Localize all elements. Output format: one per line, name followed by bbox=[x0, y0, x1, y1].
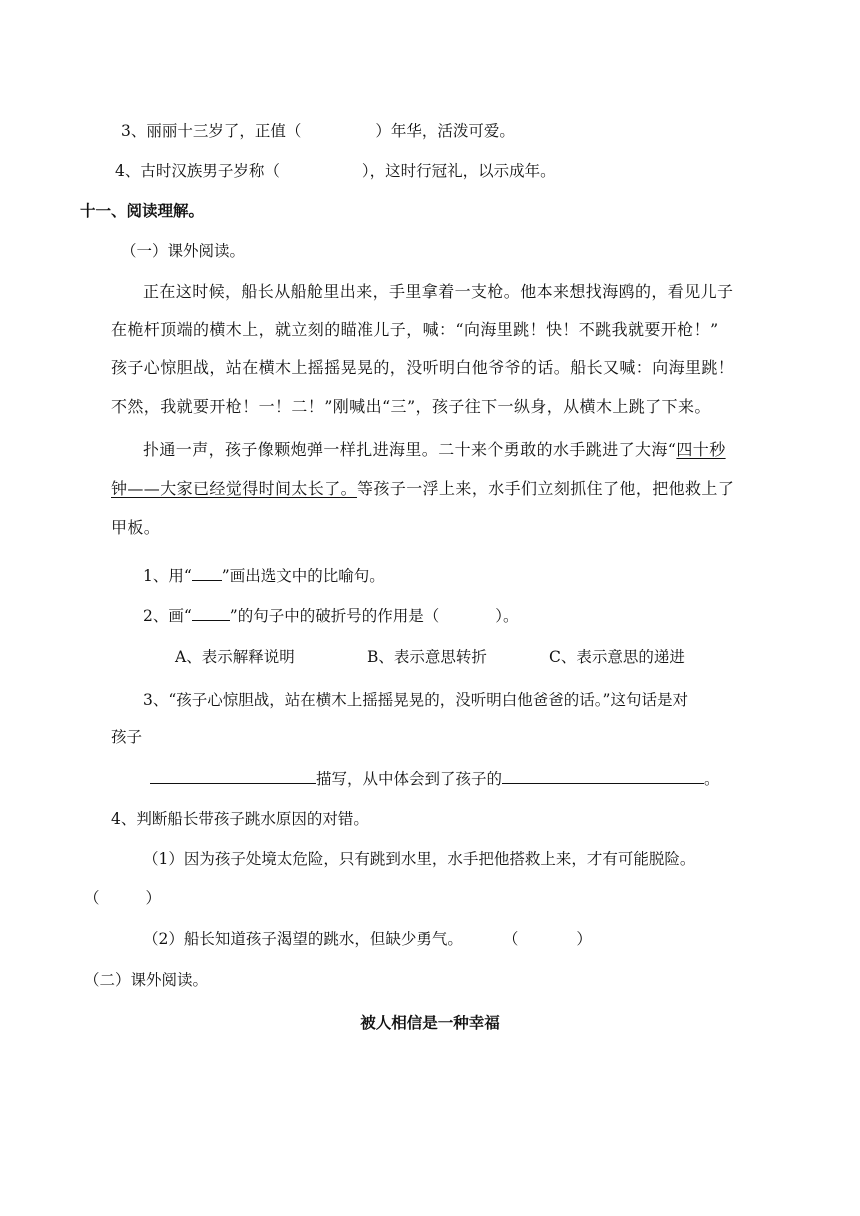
question-4-item-1-answer[interactable] bbox=[84, 888, 161, 908]
question-1-end: ”画出选文中的比喻句。 bbox=[221, 567, 385, 585]
passage-line: 在桅杆顶端的横木上，就立刻的瞄准儿子，喊：“向海里跳！快！不跳我就要开枪！” bbox=[111, 320, 719, 339]
question-4-item-1: （1）因为孩子处境太危险，只有跳到水里，水手把他搭救上来，才有可能脱险。 bbox=[143, 850, 696, 868]
passage-line: 孩子心惊胆战，站在横木上摇摇晃晃的，没听明白他爷爷的话。船长又喊：向海里跳！ bbox=[111, 358, 735, 377]
fill-question-4 bbox=[115, 161, 556, 181]
section-heading: 十一、阅读理解。 bbox=[80, 202, 205, 220]
question-1-start: 1、用“ bbox=[143, 567, 192, 585]
fill-question-3-start: 3、丽丽十三岁了，正值（ bbox=[121, 122, 302, 140]
question-2-mid: ”的句子中的破折号的作用是（ bbox=[229, 607, 440, 625]
passage-line: 甲板。 bbox=[111, 518, 161, 537]
fill-question-4-start: 4、古时汉族男子岁称（ bbox=[115, 162, 280, 180]
option-a[interactable]: A、表示解释说明 bbox=[175, 648, 295, 666]
passage-line bbox=[111, 479, 734, 499]
passage-text: 等孩子一浮上来，水手们立刻抓住了他，把他救上了 bbox=[357, 479, 735, 498]
question-2 bbox=[143, 606, 519, 626]
underline-sample bbox=[192, 566, 222, 581]
part1-label: （一）课外阅读。 bbox=[121, 242, 246, 260]
passage-line: 正在这时候，船长从船舱里出来，手里拿着一支枪。他本来想找海鸥的，看见儿子 bbox=[143, 282, 734, 301]
passage-line: 不然，我就要开枪！一！二！”刚喊出“三”，孩子往下一纵身，从横木上跳了下来。 bbox=[111, 397, 711, 416]
paren-close: ） bbox=[576, 930, 592, 948]
question-4-item-2 bbox=[143, 929, 592, 949]
fill-question-3 bbox=[121, 121, 515, 141]
question-1 bbox=[143, 566, 385, 586]
question-4-item-2-text: （2）船长知道孩子渴望的跳水，但缺少勇气。 bbox=[143, 930, 463, 948]
question-3-continued: 孩子 bbox=[111, 728, 143, 746]
passage-line bbox=[143, 440, 726, 460]
paren-close: ） bbox=[145, 889, 162, 907]
answer-blank[interactable] bbox=[150, 769, 316, 784]
option-c[interactable]: C、表示意思的递进 bbox=[549, 648, 685, 666]
question-3: 3、“孩子心惊胆战，站在横木上摇摇晃晃的，没听明白他爸爸的话。”这句话是对 bbox=[143, 691, 688, 709]
passage-text: 扑通一声，孩子像颗炮弹一样扎进海里。二十来个勇敢的水手跳进了大海“ bbox=[143, 440, 677, 459]
underlined-sentence: 四十秒 bbox=[676, 440, 726, 459]
fill-question-3-end: ）年华，活泼可爱。 bbox=[375, 122, 515, 140]
paren-open: （ bbox=[84, 889, 100, 907]
question-4: 4、判断船长带孩子跳水原因的对错。 bbox=[111, 810, 369, 828]
question-3-mid: 描写，从中体会到了孩子的 bbox=[316, 770, 503, 788]
article-title: 被人相信是一种幸福 bbox=[360, 1014, 500, 1032]
option-b[interactable]: B、表示意思转折 bbox=[367, 648, 487, 666]
part2-label: （二）课外阅读。 bbox=[84, 971, 209, 989]
question-2-start: 2、画“ bbox=[143, 607, 192, 625]
paren-open: （ bbox=[502, 930, 519, 948]
answer-blank[interactable] bbox=[502, 769, 704, 784]
question-3-end: 。 bbox=[704, 770, 720, 788]
underlined-sentence: 钟——大家已经觉得时间太长了。 bbox=[111, 479, 358, 498]
underline-sample bbox=[192, 606, 230, 621]
fill-question-4-end: ），这时行冠礼，以示成年。 bbox=[361, 162, 556, 180]
question-2-end: ）。 bbox=[495, 607, 519, 625]
question-3-blanks bbox=[150, 769, 720, 789]
